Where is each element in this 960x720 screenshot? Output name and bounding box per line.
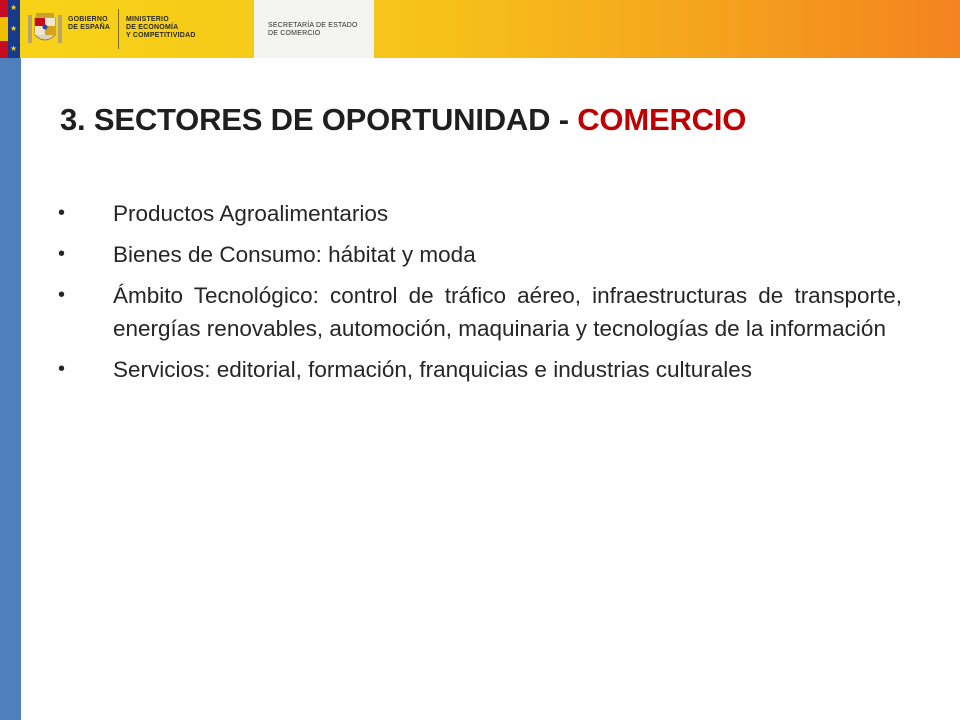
- list-item: • Ámbito Tecnológico: control de tráfico aéreo, infraestructuras de transporte, energías renovables, automoción, maquinaria y tecnologías de la información: [54, 279, 902, 345]
- title-main: 3. SECTORES DE OPORTUNIDAD -: [60, 102, 578, 137]
- left-accent-bar: [0, 0, 21, 720]
- bullet-icon: •: [58, 358, 66, 380]
- flag-strip: [0, 0, 20, 58]
- list-item: • Productos Agroalimentarios: [54, 197, 902, 230]
- government-label: GOBIERNO DE ESPAÑA: [68, 16, 111, 31]
- bullet-icon: •: [58, 202, 66, 224]
- slide-title: [60, 102, 746, 138]
- bullet-list: [54, 197, 902, 394]
- list-item: • Servicios: editorial, formación, franquicias e industrias culturales: [54, 353, 902, 386]
- header-banner: [0, 0, 960, 58]
- list-item: • Bienes de Consumo: hábitat y moda: [54, 238, 902, 271]
- coat-of-arms-icon: [26, 9, 64, 49]
- secretariat-label: SECRETARÍA DE ESTADO DE COMERCIO: [268, 22, 358, 37]
- secretariat-box: [254, 0, 374, 58]
- header-divider: [118, 9, 119, 49]
- bullet-icon: •: [58, 284, 66, 306]
- ministry-label: MINISTERIO DE ECONOMÍA Y COMPETITIVIDAD: [126, 16, 196, 39]
- eu-flag-icon: ★ ★ ★: [8, 0, 20, 58]
- bullet-icon: •: [58, 243, 66, 265]
- title-accent: COMERCIO: [577, 102, 747, 137]
